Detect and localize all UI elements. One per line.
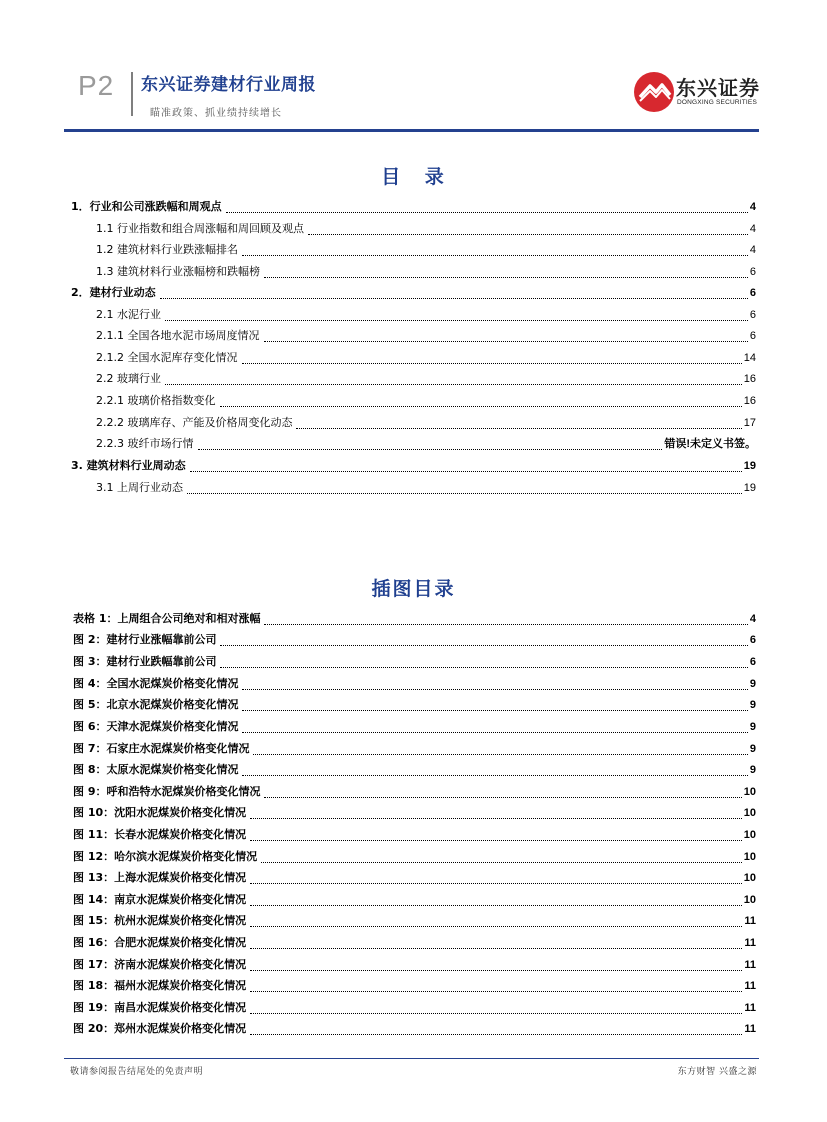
toc-entry-page: 4	[749, 201, 756, 213]
figure-entry-page: 11	[744, 937, 756, 949]
figure-entry-label: 图 3：建材行业跌幅靠前公司	[73, 655, 217, 668]
dot-leader	[296, 428, 741, 429]
dot-leader	[264, 797, 741, 798]
figure-entry[interactable]	[73, 804, 756, 822]
logo-text-en: DONGXING SECURITIES	[677, 99, 758, 106]
dot-leader	[198, 449, 663, 450]
figure-entry-page: 11	[744, 980, 756, 992]
dot-leader	[220, 406, 742, 407]
figure-list-title: 插图目录	[371, 578, 456, 600]
dot-leader	[264, 341, 748, 342]
figure-entry-label: 图 9：呼和浩特水泥煤炭价格变化情况	[73, 785, 261, 798]
figure-entry[interactable]	[73, 848, 756, 866]
toc-entry-label: 2.1 水泥行业	[96, 308, 161, 321]
toc-entry-page: 19	[743, 482, 756, 494]
figure-entry[interactable]	[73, 869, 756, 887]
figure-entry[interactable]	[73, 740, 756, 758]
figure-entry-page: 11	[744, 1002, 756, 1014]
report-title: 东兴证券建材行业周报	[141, 75, 316, 95]
toc-entry-page: 14	[743, 352, 756, 364]
toc-entry[interactable]	[96, 392, 756, 410]
dot-leader	[250, 1034, 742, 1035]
toc-entry[interactable]	[71, 198, 756, 216]
dot-leader	[242, 689, 747, 690]
figure-entry-label: 图 7：石家庄水泥煤炭价格变化情况	[73, 742, 250, 755]
report-subtitle: 瞄准政策、抓业绩持续增长	[150, 108, 282, 119]
dot-leader	[250, 818, 742, 819]
toc-entry-label: 1.1 行业指数和组合周涨幅和周回顾及观点	[96, 222, 304, 235]
figure-entry-label: 图 15：杭州水泥煤炭价格变化情况	[73, 914, 247, 927]
figure-entry-page: 11	[744, 915, 756, 927]
dot-leader	[165, 320, 748, 321]
toc-entry-label: 2.2.2 玻璃库存、产能及价格周变化动态	[96, 416, 293, 429]
figure-entry-label: 图 4：全国水泥煤炭价格变化情况	[73, 677, 239, 690]
toc-entry-label: 1.2 建筑材料行业跌涨幅排名	[96, 243, 238, 256]
toc-entry-page: 19	[743, 460, 756, 472]
toc-entry-label: 2.2.3 玻纤市场行情	[96, 437, 194, 450]
company-logo	[632, 70, 762, 112]
dot-leader	[242, 255, 748, 256]
figure-entry-page: 9	[749, 721, 756, 733]
dot-leader	[220, 667, 747, 668]
toc-entry-label: 3. 建筑材料行业周动态	[71, 459, 186, 472]
figure-entry-label: 图 2：建材行业涨幅靠前公司	[73, 633, 217, 646]
dot-leader	[187, 493, 742, 494]
figure-entry-page: 4	[749, 613, 756, 625]
figure-entry[interactable]	[73, 826, 756, 844]
figure-entry-page: 10	[743, 829, 756, 841]
toc-entry-label: 2．建材行业动态	[71, 286, 156, 299]
figure-entry-page: 9	[749, 678, 756, 690]
figure-entry[interactable]	[73, 783, 756, 801]
dot-leader	[160, 298, 748, 299]
dot-leader	[253, 754, 747, 755]
header-divider	[131, 72, 133, 116]
figure-entry[interactable]	[73, 1020, 756, 1038]
figure-entry-label: 图 12：哈尔滨水泥煤炭价格变化情况	[73, 850, 258, 863]
figure-entry-label: 图 19：南昌水泥煤炭价格变化情况	[73, 1001, 247, 1014]
dot-leader	[250, 926, 742, 927]
figure-entry-page: 10	[743, 872, 756, 884]
toc-entry[interactable]	[96, 306, 756, 324]
toc-entry[interactable]	[71, 457, 756, 475]
dot-leader	[226, 212, 748, 213]
figure-entry[interactable]	[73, 653, 756, 671]
figure-entry-page: 10	[743, 807, 756, 819]
toc-entry-page: 17	[743, 417, 756, 429]
dot-leader	[250, 1013, 742, 1014]
toc-entry-page: 6	[749, 287, 756, 299]
dot-leader	[242, 732, 747, 733]
page-number: P2	[78, 70, 115, 101]
toc-entry[interactable]	[96, 241, 756, 259]
toc-entry-page: 6	[749, 266, 756, 278]
dot-leader	[190, 471, 742, 472]
toc-entry-page: 6	[749, 309, 756, 321]
dot-leader	[264, 624, 747, 625]
toc-entry-label: 2.2 玻璃行业	[96, 372, 161, 385]
toc-entry-page: 16	[743, 373, 756, 385]
figure-entry-label: 图 18：福州水泥煤炭价格变化情况	[73, 979, 247, 992]
toc-entry-label: 2.1.2 全国水泥库存变化情况	[96, 351, 238, 364]
figure-entry[interactable]	[73, 956, 756, 974]
logo-mark-icon	[632, 70, 676, 114]
footer-disclaimer: 敬请参阅报告结尾处的免责声明	[70, 1067, 204, 1077]
toc-entry-label: 1．行业和公司涨跌幅和周观点	[71, 200, 222, 213]
figure-entry-page: 9	[749, 764, 756, 776]
toc-entry[interactable]	[96, 414, 756, 432]
dot-leader	[264, 277, 748, 278]
figure-entry[interactable]	[73, 718, 756, 736]
figure-entry-page: 11	[744, 1023, 756, 1035]
toc-entry[interactable]	[71, 284, 756, 302]
dot-leader	[261, 862, 742, 863]
dot-leader	[250, 991, 742, 992]
figure-entry-page: 10	[743, 894, 756, 906]
figure-entry[interactable]	[73, 999, 756, 1017]
figure-entry[interactable]	[73, 675, 756, 693]
dot-leader	[250, 948, 742, 949]
toc-entry[interactable]	[96, 349, 756, 367]
toc-entry-page: 16	[743, 395, 756, 407]
toc-entry[interactable]	[96, 220, 756, 238]
toc-entry-page: 6	[749, 330, 756, 342]
figure-entry[interactable]	[73, 631, 756, 649]
dot-leader	[242, 710, 747, 711]
figure-entry-page: 9	[749, 699, 756, 711]
toc-entry[interactable]	[96, 435, 756, 453]
toc-entry[interactable]	[96, 479, 756, 497]
footer-slogan: 东方财智 兴盛之源	[677, 1067, 757, 1077]
figure-entry-label: 图 20：郑州水泥煤炭价格变化情况	[73, 1022, 247, 1035]
figure-entry-label: 图 17：济南水泥煤炭价格变化情况	[73, 958, 247, 971]
header-rule	[64, 129, 759, 132]
dot-leader	[308, 234, 748, 235]
toc-entry-label: 3.1 上周行业动态	[96, 481, 183, 494]
figure-entry-page: 6	[749, 656, 756, 668]
figure-entry[interactable]	[73, 934, 756, 952]
figure-entry[interactable]	[73, 761, 756, 779]
figure-entry-label: 图 13：上海水泥煤炭价格变化情况	[73, 871, 247, 884]
figure-entry[interactable]	[73, 696, 756, 714]
figure-entry[interactable]	[73, 610, 756, 628]
figure-entry-label: 图 5：北京水泥煤炭价格变化情况	[73, 698, 239, 711]
toc-title: 目 录	[381, 166, 446, 188]
figure-entry-page: 6	[749, 634, 756, 646]
footer-rule	[64, 1058, 759, 1059]
figure-entry[interactable]	[73, 977, 756, 995]
dot-leader	[250, 840, 742, 841]
figure-entry-page: 10	[743, 851, 756, 863]
figure-entry-label: 图 11：长春水泥煤炭价格变化情况	[73, 828, 247, 841]
dot-leader	[242, 363, 742, 364]
toc-entry-label: 2.1.1 全国各地水泥市场周度情况	[96, 329, 260, 342]
figure-entry-page: 10	[743, 786, 756, 798]
toc-entry[interactable]	[96, 327, 756, 345]
dot-leader	[250, 883, 742, 884]
figure-entry-label: 表格 1：上周组合公司绝对和相对涨幅	[73, 612, 261, 625]
figure-entry-page: 11	[744, 959, 756, 971]
toc-entry-label: 1.3 建筑材料行业涨幅榜和跌幅榜	[96, 265, 260, 278]
figure-entry-label: 图 16：合肥水泥煤炭价格变化情况	[73, 936, 247, 949]
toc-entry-label: 2.2.1 玻璃价格指数变化	[96, 394, 216, 407]
toc-entry-page: 4	[749, 244, 756, 256]
dot-leader	[220, 645, 747, 646]
dot-leader	[250, 970, 742, 971]
figure-entry-label: 图 14：南京水泥煤炭价格变化情况	[73, 893, 247, 906]
toc-entry-page: 错误!未定义书签。	[664, 438, 756, 450]
toc-entry[interactable]	[96, 370, 756, 388]
figure-entry-label: 图 6：天津水泥煤炭价格变化情况	[73, 720, 239, 733]
dot-leader	[165, 384, 742, 385]
figure-entry[interactable]	[73, 891, 756, 909]
dot-leader	[250, 905, 742, 906]
figure-entry-label: 图 10：沈阳水泥煤炭价格变化情况	[73, 806, 247, 819]
logo-text-cn: 东兴证券	[676, 76, 760, 100]
toc-entry[interactable]	[96, 263, 756, 281]
figure-entry-page: 9	[749, 743, 756, 755]
figure-entry-label: 图 8：太原水泥煤炭价格变化情况	[73, 763, 239, 776]
page-header	[0, 0, 827, 135]
figure-entry[interactable]	[73, 912, 756, 930]
dot-leader	[242, 775, 747, 776]
toc-entry-page: 4	[749, 223, 756, 235]
